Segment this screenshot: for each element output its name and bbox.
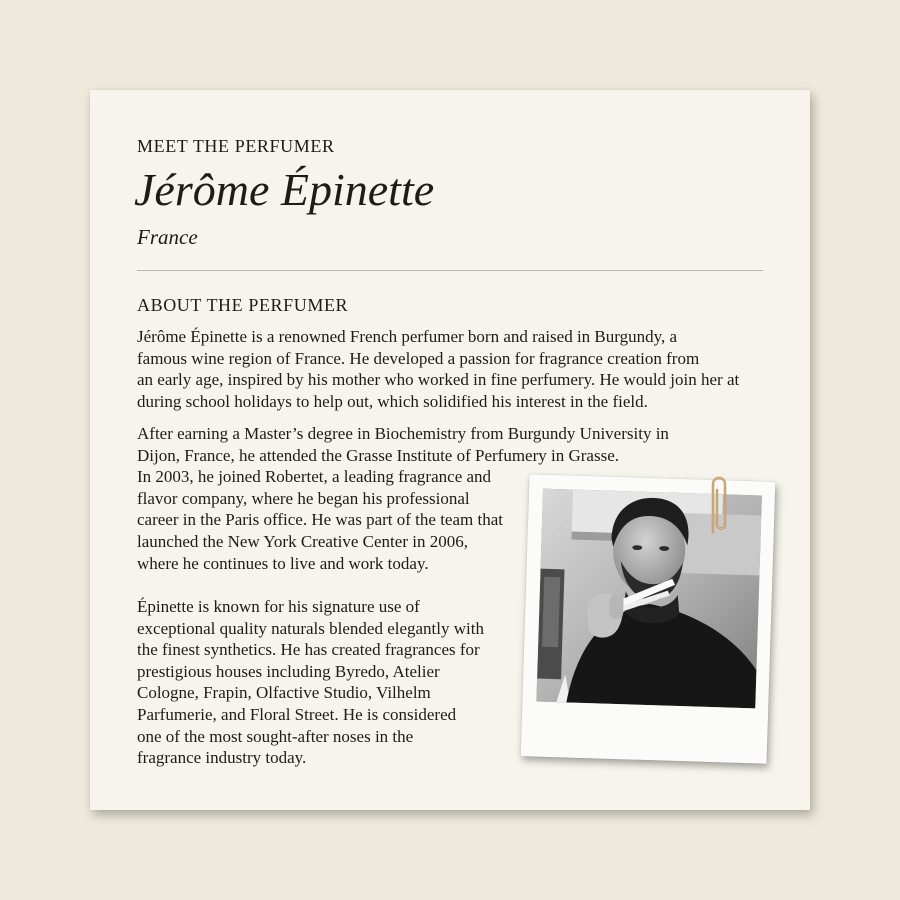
eyebrow-label: MEET THE PERFUMER xyxy=(137,136,335,156)
bio-line: during school holidays to help out, which solidified his interest in the field. xyxy=(137,391,648,411)
bio-line: career in the Paris office. He was part of the team that xyxy=(137,510,503,530)
bio-line: After earning a Master’s degree in Biochemistry from Burgundy University in xyxy=(137,424,669,443)
perfumer-name: Jérôme Épinette xyxy=(134,164,435,215)
bio-line: prestigious houses including Byredo, Atelier xyxy=(137,661,440,681)
section-title: ABOUT THE PERFUMER xyxy=(137,295,349,315)
bio-line: where he continues to live and work today. xyxy=(137,553,429,573)
perfumer-card xyxy=(90,90,810,810)
bio-line: Parfumerie, and Floral Street. He is considered xyxy=(137,704,457,724)
bio-line: famous wine region of France. He developed a passion for fragrance creation from xyxy=(137,348,700,368)
bio-line: launched the New York Creative Center in 2006, xyxy=(137,531,468,551)
bio-paragraph-3 xyxy=(137,596,484,769)
bio-line: fragrance industry today. xyxy=(137,748,307,768)
bio-line: In 2003, he joined Robertet, a leading fragrance and xyxy=(137,467,492,487)
divider xyxy=(137,270,763,271)
bio-line: Épinette is known for his signature use of xyxy=(137,597,420,616)
bio-line: Jérôme Épinette is a renowned French perfumer born and raised in Burgundy, a xyxy=(137,327,678,346)
perfumer-country: France xyxy=(137,225,198,249)
bio-line: the finest synthetics. He has created fragrances for xyxy=(137,640,480,660)
bio-line: Dijon, France, he attended the Grasse Institute of Perfumery in Grasse. xyxy=(137,445,619,465)
paperclip-icon xyxy=(707,470,731,540)
polaroid-frame xyxy=(521,474,776,764)
bio-line: flavor company, where he began his professional xyxy=(137,488,470,508)
bio-line: one of the most sought-after noses in the xyxy=(137,726,414,746)
bio-paragraph-1 xyxy=(137,326,739,412)
bio-line: Cologne, Frapin, Olfactive Studio, Vilhelm xyxy=(137,683,431,703)
bio-line: exceptional quality naturals blended elegantly with xyxy=(137,618,484,638)
bio-line: an early age, inspired by his mother who worked in fine perfumery. He would join her at xyxy=(137,370,740,390)
